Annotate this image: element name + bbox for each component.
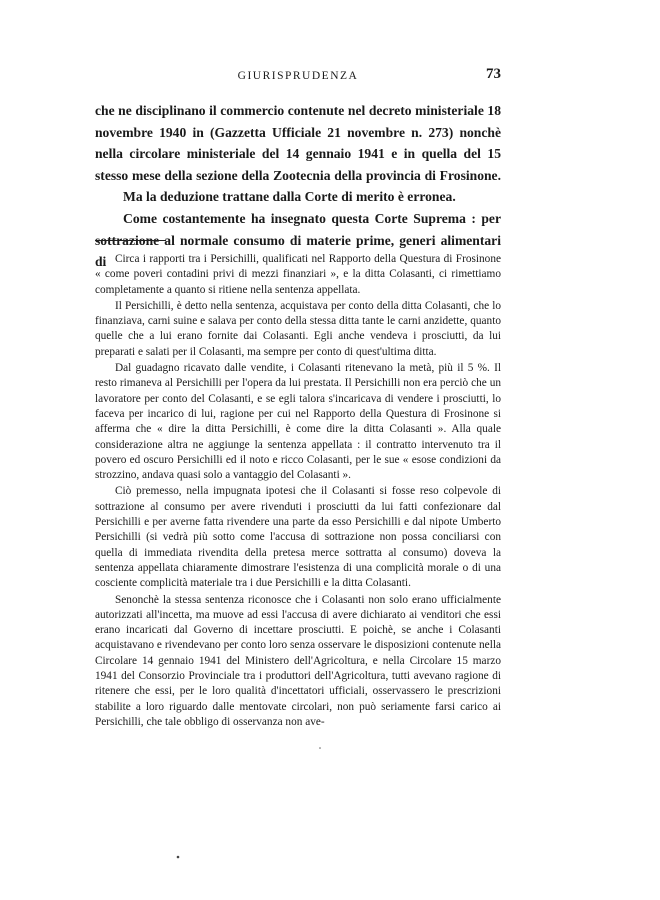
main-paragraph: Ma la deduzione trattane dalla Corte di merito è erronea. [123,189,456,205]
main-paragraph: che ne disciplinano il commercio contenute nel decreto ministeriale 18 novembre 1940 in (Gazzetta Ufficiale 21 novembre n. 273) nonchè nella circolare ministeriale del 14 gennaio 1941 e in quella del 15 stesso mese della sezione della Zootecnia della provincia di Frosinone. [95,103,501,183]
page-number: 73 [486,66,501,82]
running-title: GIURISPRUDENZA [237,70,359,82]
footnote-paragraph: Ciò premesso, nella impugnata ipotesi che il Colasanti si fosse reso colpevole di sottrazione al consumo per avere rivenduti i prosciutti da lui fatti confezionare dal Persichilli e per averne fatta rivendere una parte da esso Persichilli e dal nipote Umberto Persichilli (si vedrà più sotto come l'accusa di sottrazione non possa conciliarsi con quella di immediata rivendita della pretesa merce sottratta al consumo) doveva la sentenza appellata chiaramente dimostrare l'esistenza di una complicità morale o di una cosciente complicità materiale tra i due Persichilli e la ditta Colasanti. [95,485,501,590]
footnote-paragraph: Senonchè la stessa sentenza riconosce che i Colasanti non solo erano ufficialmente autorizzati all'incetta, ma muove ad essi l'accusa di avere dichiarato ai venditori che essi erano incaricati dal Governo di incettare prosciutti. E poichè, se anche i Colasanti acquistavano e rivendevano per conto loro senza osservare le disposizioni contenute nella Circolare 14 gennaio 1941 del Ministero dell'Agricoltura, e nella Circolare 15 marzo 1941 del Consorzio Provinciale tra i produttori dell'Agricoltura, tutti avevano ragione di ritenere che essi, per le loro qualità d'incettatori ufficiali, osservassero le prescrizioni stabilite a loro riguardo dalle mentovate circolari, non può seriamente farsi carico ai Persichilli, che tale obbligo di osservanza non ave- [95,593,501,728]
footnote-paragraph: Dal guadagno ricavato dalle vendite, i Colasanti ritenevano la metà, più il 5 %. Il resto rimaneva al Persichilli per l'opera da lui prestata. Il Persichilli non era perciò che un lavoratore per conto del Colasanti, e se egli talora s'incaricava di vendere i prosciutti, lo faceva per incarico di lui, ragione per cui nel Rapporto della Questura di Frosinone si afferma che « dire la ditta Persichilli, è come dire la ditta Colasanti ». Alla quale considerazione altra ne aggiunge la sentenza appellata : il contratto intervenuto tra il povero ed oscuro Persichilli ed il noto e ricco Colasanti, per le sue « esose condizioni da strozzino, andava quasi solo a vantaggio del Colasanti ». [95,362,501,482]
main-paragraph: Come costantemente ha insegnato questa Corte Suprema : per sottrazione al normale consumo di materie prime, generi alimentari di [95,210,501,270]
footnote-paragraph: Circa i rapporti tra i Persichilli, qualificati nel Rapporto della Questura di Frosinone « come poveri contadini privi di mezzi finanziari », e la ditta Colasanti, ci rimettiamo completamente a quanto si ritiene nella sentenza appellata. [95,253,501,296]
footnote-paragraph: Il Persichilli, è detto nella sentenza, acquistava per conto della ditta Colasanti, che lo finanziava, carni suine e salava per conto della stessa ditta tante le carni anzidette, quanto quelle che a lui erano fornite dai Colasanti. Egli anche vendeva i prosciutti, da lui preparati e salati per il Colasanti, ma sempre per conto di quest'ultima ditta. [95,299,501,358]
